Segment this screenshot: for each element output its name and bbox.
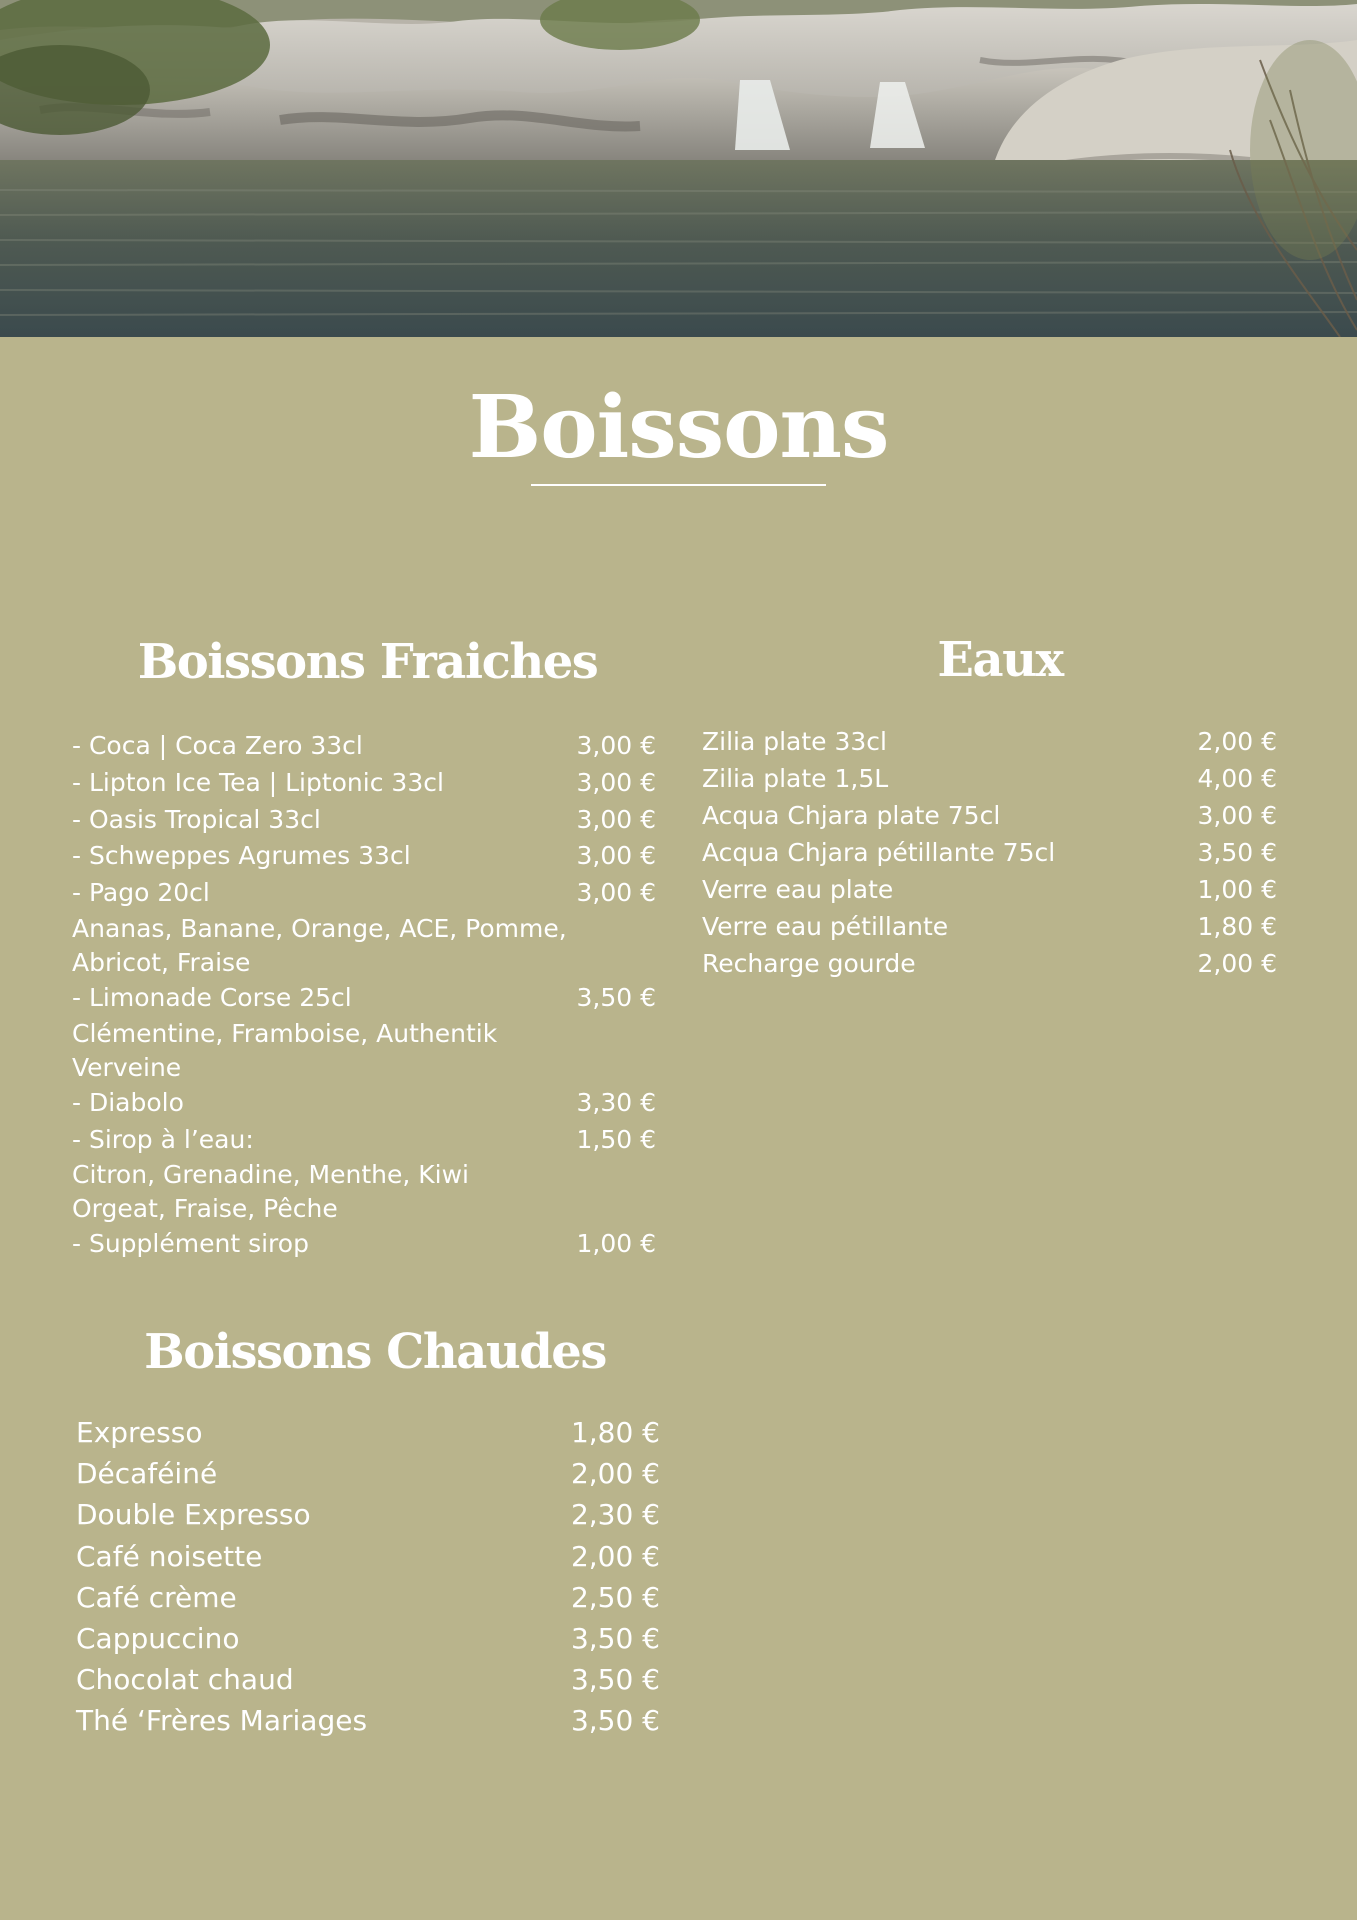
item-label: Cappuccino <box>76 1622 240 1656</box>
menu-item <box>702 760 1277 797</box>
item-label: Chocolat chaud <box>76 1663 294 1697</box>
item-label: Acqua Chjara plate 75cl <box>702 801 1001 830</box>
item-label: Zilia plate 1,5L <box>702 764 889 793</box>
section-title-boissons-chaudes: Boissons Chaudes <box>144 1324 606 1380</box>
item-price: 2,00 € <box>1197 949 1277 978</box>
menu-item <box>72 728 656 765</box>
boissons-chaudes-list <box>76 1412 660 1742</box>
item-price: 3,00 € <box>576 767 656 797</box>
item-label: Acqua Chjara pétillante 75cl <box>702 838 1056 867</box>
item-label: - Sirop à l’eau: <box>72 1124 254 1154</box>
item-price: 3,50 € <box>576 982 656 1012</box>
menu-item <box>76 1412 660 1453</box>
item-label: Café noisette <box>76 1539 263 1573</box>
item-label: Double Expresso <box>76 1498 311 1532</box>
item-label: - Schweppes Agrumes 33cl <box>72 841 411 871</box>
menu-item <box>76 1453 660 1494</box>
menu-item <box>702 797 1277 834</box>
menu-item <box>76 1618 660 1659</box>
item-note: Citron, Grenadine, Menthe, Kiwi <box>72 1160 469 1190</box>
item-label: Thé ‘Frères Mariages <box>76 1704 368 1738</box>
title-underline <box>531 484 826 486</box>
eaux-list <box>702 723 1277 982</box>
menu-item <box>76 1577 660 1618</box>
item-label: Café crème <box>76 1580 237 1614</box>
item-price: 1,00 € <box>1197 875 1277 904</box>
item-price: 3,00 € <box>576 731 656 760</box>
item-price: 2,00 € <box>1197 727 1277 756</box>
menu-item <box>76 1659 660 1700</box>
item-price: 2,00 € <box>570 1457 660 1491</box>
menu-item <box>72 765 656 802</box>
section-title-eaux: Eaux <box>937 632 1063 688</box>
menu-item <box>76 1536 660 1577</box>
item-label: Expresso <box>76 1416 203 1449</box>
item-price: 1,50 € <box>576 1124 656 1154</box>
item-label: Verre eau pétillante <box>702 912 949 941</box>
menu-item <box>72 1122 656 1159</box>
item-label: - Lipton Ice Tea | Liptonic 33cl <box>72 767 444 797</box>
item-price: 3,00 € <box>1197 801 1277 830</box>
menu-item <box>72 1226 656 1263</box>
boissons-fraiches-list <box>72 728 656 1263</box>
item-price: 2,00 € <box>570 1539 660 1573</box>
item-label: - Supplément sirop <box>72 1229 309 1259</box>
item-note: Verveine <box>72 1052 182 1082</box>
item-note: Ananas, Banane, Orange, ACE, Pomme, <box>72 913 567 943</box>
item-label: Décaféiné <box>76 1457 218 1491</box>
item-price: 1,80 € <box>1197 912 1277 941</box>
item-price: 2,50 € <box>570 1580 660 1614</box>
item-price: 3,50 € <box>570 1663 660 1697</box>
item-price: 3,00 € <box>576 841 656 871</box>
item-price: 1,80 € <box>570 1416 660 1449</box>
item-price: 3,00 € <box>576 878 656 908</box>
menu-item <box>72 802 656 839</box>
item-note: Orgeat, Fraise, Pêche <box>72 1194 338 1224</box>
section-title-boissons-fraiches: Boissons Fraiches <box>137 634 598 690</box>
item-note: Clémentine, Framboise, Authentik <box>72 1018 498 1048</box>
item-label: - Oasis Tropical 33cl <box>72 804 321 834</box>
menu-item <box>72 980 656 1017</box>
menu-item <box>72 838 656 875</box>
item-price: 2,30 € <box>570 1498 660 1532</box>
item-label: - Coca | Coca Zero 33cl <box>72 731 363 760</box>
menu-item <box>702 871 1277 908</box>
hero-image <box>0 0 1357 337</box>
item-price: 3,50 € <box>570 1704 660 1738</box>
menu-item <box>72 875 656 912</box>
item-label: Recharge gourde <box>702 949 916 978</box>
menu-item <box>702 945 1277 982</box>
item-label: - Pago 20cl <box>72 878 210 908</box>
item-label: Zilia plate 33cl <box>702 727 887 756</box>
menu-item <box>72 1085 656 1122</box>
menu-item <box>76 1494 660 1535</box>
item-label: - Limonade Corse 25cl <box>72 982 352 1012</box>
menu-item <box>702 723 1277 760</box>
item-note: Abricot, Fraise <box>72 947 251 977</box>
menu-item <box>702 908 1277 945</box>
item-price: 3,30 € <box>576 1087 656 1117</box>
item-price: 1,00 € <box>576 1229 656 1259</box>
item-price: 3,00 € <box>576 804 656 834</box>
page-title: Boissons <box>468 377 889 478</box>
item-label: Verre eau plate <box>702 875 894 904</box>
item-price: 3,50 € <box>570 1622 660 1656</box>
item-label: - Diabolo <box>72 1087 184 1117</box>
river-landscape-photo <box>0 0 1357 337</box>
item-price: 3,50 € <box>1197 838 1277 867</box>
item-price: 4,00 € <box>1197 764 1277 793</box>
menu-item <box>702 834 1277 871</box>
menu-item <box>76 1700 660 1741</box>
